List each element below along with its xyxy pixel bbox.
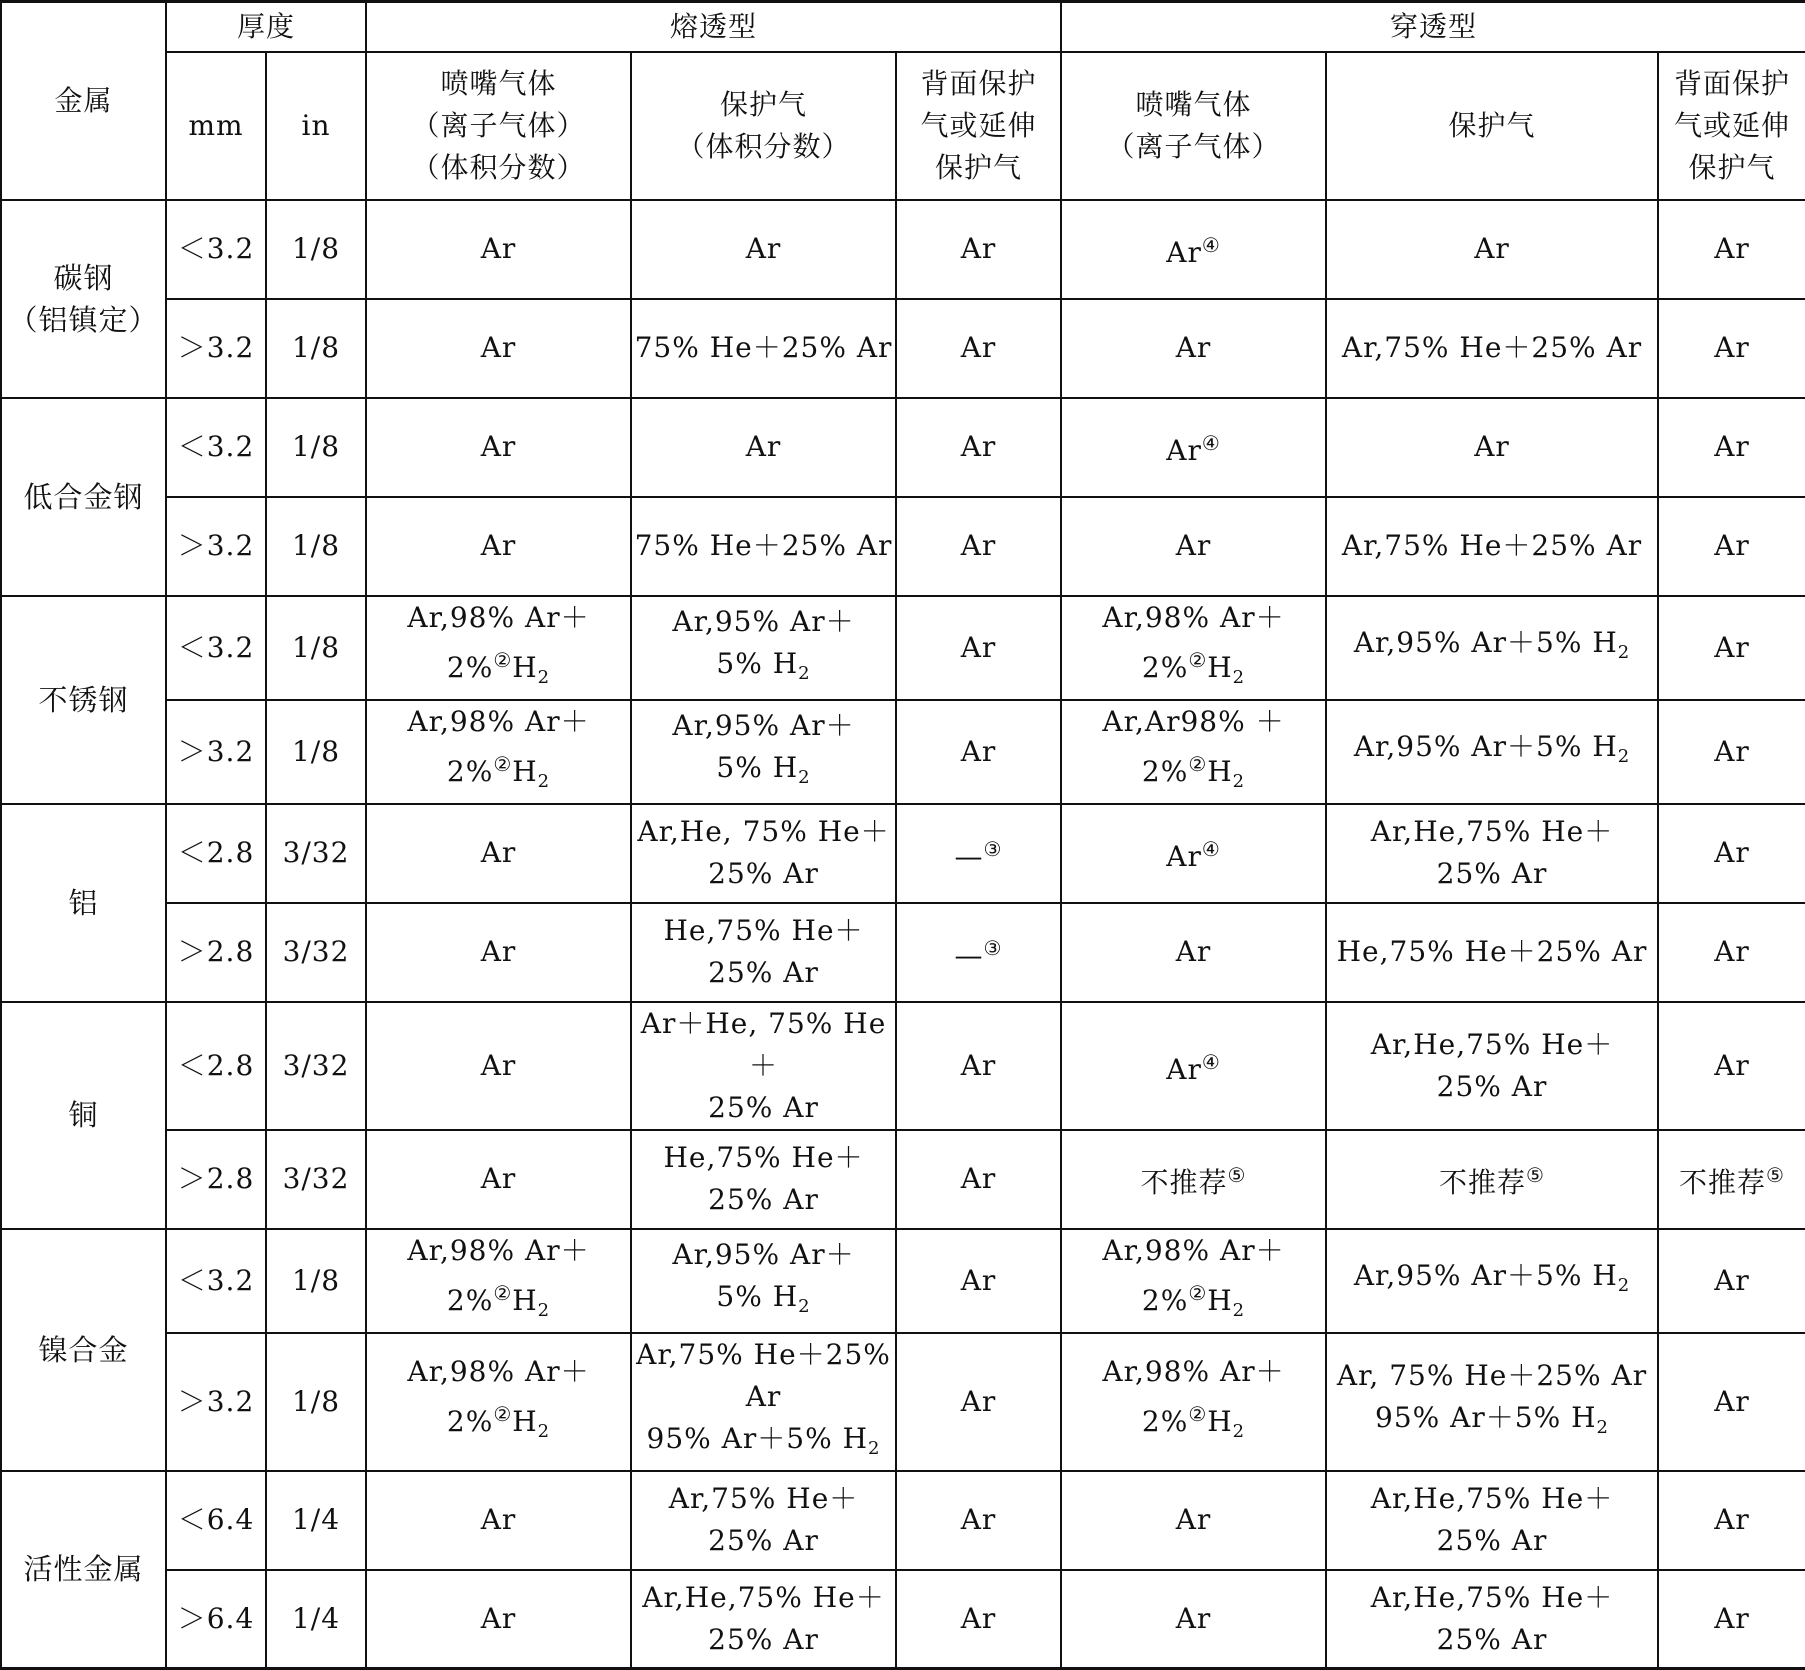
keyhole-nozzle-gas-cell: [1061, 1570, 1326, 1669]
keyhole-back-gas-cell: [1658, 398, 1805, 497]
cell-line: Ar: [960, 1601, 997, 1635]
cell-line: Ar: [1714, 430, 1750, 463]
header-back-gas-keyhole: [1658, 52, 1805, 200]
cell-line: Ar,98% Ar＋: [1102, 600, 1285, 634]
cell-line: （体积分数）: [676, 129, 851, 163]
cell-line: Ar: [480, 430, 517, 463]
cell-line: 25% Ar: [708, 956, 819, 989]
keyhole-back-gas-cell: [1658, 903, 1805, 1002]
header-shield-gas: [631, 52, 896, 200]
thickness-in-cell: 3/32: [266, 903, 366, 1002]
cell-line: He,75% He＋: [663, 1141, 864, 1174]
cell-line: Ar: [1175, 529, 1212, 562]
melt-shield-gas-cell: [631, 1471, 896, 1570]
keyhole-nozzle-gas-cell: [1061, 1229, 1326, 1333]
melt-back-gas-cell: [896, 596, 1061, 700]
cell-line: 95% Ar＋5% $H_2$: [1375, 1400, 1609, 1438]
cell-line: 气或延伸: [1674, 108, 1791, 142]
thickness-in-cell: 1/8: [266, 596, 366, 700]
cell-line: Ar, 75% He＋25% Ar: [1336, 1358, 1648, 1392]
table-row: [1, 700, 1805, 804]
keyhole-back-gas-cell: [1658, 497, 1805, 596]
thickness-mm-cell: ＜3.2: [166, 200, 266, 299]
cell-line: 背面保护: [920, 66, 1037, 100]
cell-line: Ar: [960, 331, 997, 364]
metal-cell: [1, 804, 166, 1002]
cell-line: Ar: [480, 1601, 517, 1635]
melt-shield-gas-cell: [631, 1002, 896, 1130]
table-row: [1, 804, 1805, 903]
melt-back-gas-cell: [896, 1002, 1061, 1130]
cell-line: Ar: [1714, 1048, 1750, 1082]
keyhole-shield-gas-cell: [1326, 398, 1658, 497]
cell-line: $2\%^②H_2$: [1141, 1280, 1246, 1321]
keyhole-shield-gas-cell: [1326, 1002, 1658, 1130]
cell-line: Ar,98% Ar＋: [407, 704, 590, 738]
thickness-in-cell: 1/8: [266, 1333, 366, 1471]
cell-line: 保护气: [720, 87, 808, 121]
cell-line: 25% Ar: [708, 857, 819, 890]
melt-shield-gas-cell: [631, 299, 896, 398]
thickness-in-cell: 3/32: [266, 804, 366, 903]
cell-line: 镍合金: [38, 1332, 129, 1367]
keyhole-shield-gas-cell: [1326, 1130, 1658, 1229]
table-row: [1, 1229, 1805, 1333]
thickness-in-cell: 1/8: [266, 497, 366, 596]
melt-nozzle-gas-cell: [366, 1002, 631, 1130]
thickness-in-cell: 3/32: [266, 1002, 366, 1130]
metal-cell: [1, 1002, 166, 1229]
cell-line: 25% Ar: [1436, 1622, 1548, 1656]
melt-nozzle-gas-cell: [366, 1570, 631, 1669]
cell-line: Ar: [480, 836, 517, 869]
cell-line: Ar: [1175, 1601, 1212, 1635]
cell-line: 75% He＋25% Ar: [634, 529, 893, 562]
cell-line: Ar: [480, 1162, 517, 1195]
keyhole-back-gas-cell: [1658, 299, 1805, 398]
header-in: in: [266, 52, 366, 200]
cell-line: Ar: [480, 232, 517, 265]
table-row: [1, 1333, 1805, 1471]
cell-line: 25% Ar: [708, 1090, 819, 1124]
cell-line: Ar,75% He＋: [668, 1482, 859, 1515]
cell-line: 低合金钢: [23, 479, 144, 514]
header-thickness: 厚度: [166, 2, 366, 52]
keyhole-back-gas-cell: [1658, 200, 1805, 299]
cell-line: Ar,98% Ar＋: [1102, 1233, 1285, 1267]
keyhole-nozzle-gas-cell: [1061, 200, 1326, 299]
thickness-mm-cell: ＞2.8: [166, 1130, 266, 1229]
melt-back-gas-cell: [896, 903, 1061, 1002]
melt-back-gas-cell: [896, 200, 1061, 299]
cell-line: Ar: [1175, 331, 1212, 364]
cell-line: 25% Ar: [1436, 1069, 1548, 1103]
cell-line: Ar,He,75% He＋: [642, 1580, 885, 1614]
cell-line: $2\%^②H_2$: [1141, 751, 1246, 792]
thickness-mm-cell: ＜3.2: [166, 398, 266, 497]
keyhole-shield-gas-cell: [1326, 903, 1658, 1002]
thickness-mm-cell: ＜6.4: [166, 1471, 266, 1570]
keyhole-shield-gas-cell: [1326, 596, 1658, 700]
table-row: [1, 1570, 1805, 1669]
melt-shield-gas-cell: [631, 1229, 896, 1333]
keyhole-nozzle-gas-cell: [1061, 299, 1326, 398]
cell-line: （离子气体）: [411, 108, 586, 142]
header-row-2: [1, 52, 1805, 200]
metal-cell: [1, 398, 166, 596]
cell-line: Ar: [480, 1503, 517, 1536]
cell-line: Ar,95% Ar＋5% $H_2$: [1353, 729, 1631, 767]
cell-line: Ar: [1714, 1263, 1750, 1297]
table-row: [1, 596, 1805, 700]
table-row: [1, 1002, 1805, 1130]
melt-back-gas-cell: [896, 1471, 1061, 1570]
melt-shield-gas-cell: [631, 1570, 896, 1669]
melt-nozzle-gas-cell: [366, 700, 631, 804]
cell-line: Ar: [1175, 1503, 1212, 1536]
thickness-in-cell: 1/8: [266, 398, 366, 497]
cell-line: He,75% He＋: [663, 914, 864, 947]
cell-line: 活性金属: [23, 1552, 144, 1587]
melt-shield-gas-cell: [631, 1130, 896, 1229]
cell-line: Ar: [745, 430, 782, 463]
melt-nozzle-gas-cell: [366, 903, 631, 1002]
cell-line: 25% Ar: [708, 1622, 819, 1656]
cell-line: —③: [954, 837, 1003, 873]
table-row: [1, 497, 1805, 596]
melt-back-gas-cell: [896, 700, 1061, 804]
thickness-in-cell: 1/8: [266, 200, 366, 299]
cell-line: 喷嘴气体: [440, 66, 557, 100]
cell-line: Ar: [1714, 935, 1750, 968]
cell-line: Ar,75% He＋25% Ar: [1341, 529, 1643, 562]
melt-nozzle-gas-cell: [366, 1333, 631, 1471]
cell-line: Ar④: [1166, 431, 1221, 467]
melt-shield-gas-cell: [631, 497, 896, 596]
header-shield-gas-keyhole: 保护气: [1326, 52, 1658, 200]
cell-line: Ar,95% Ar＋5% $H_2$: [1353, 1258, 1631, 1296]
cell-line: Ar: [1714, 630, 1750, 664]
cell-line: Ar,75% He＋25% Ar: [636, 1337, 891, 1413]
thickness-mm-cell: ＞3.2: [166, 299, 266, 398]
cell-line: 不推荐⑤: [1439, 1163, 1545, 1199]
cell-line: Ar,98% Ar＋: [407, 1233, 590, 1267]
cell-line: Ar,He,75% He＋: [1370, 1027, 1614, 1061]
cell-line: Ar: [1175, 935, 1212, 968]
cell-line: Ar: [1714, 1503, 1750, 1536]
melt-shield-gas-cell: [631, 200, 896, 299]
thickness-mm-cell: ＞3.2: [166, 700, 266, 804]
cell-line: Ar: [1474, 430, 1510, 463]
cell-line: Ar,98% Ar＋: [407, 600, 590, 634]
keyhole-back-gas-cell: [1658, 1130, 1805, 1229]
cell-line: 气或延伸: [920, 108, 1037, 142]
keyhole-nozzle-gas-cell: [1061, 700, 1326, 804]
melt-shield-gas-cell: [631, 398, 896, 497]
cell-line: 碳钢: [53, 260, 114, 295]
thickness-mm-cell: ＜2.8: [166, 804, 266, 903]
thickness-mm-cell: ＜2.8: [166, 1002, 266, 1130]
melt-back-gas-cell: [896, 299, 1061, 398]
keyhole-shield-gas-cell: [1326, 1471, 1658, 1570]
cell-line: $2\%^②H_2$: [1141, 1401, 1246, 1442]
melt-back-gas-cell: [896, 497, 1061, 596]
cell-line: 5% $H_2$: [716, 646, 811, 684]
cell-line: Ar: [960, 1048, 997, 1082]
melt-back-gas-cell: [896, 398, 1061, 497]
cell-line: 喷嘴气体: [1135, 87, 1252, 121]
melt-nozzle-gas-cell: [366, 1471, 631, 1570]
keyhole-shield-gas-cell: [1326, 1333, 1658, 1471]
thickness-mm-cell: ＜3.2: [166, 596, 266, 700]
table-row: [1, 903, 1805, 1002]
thickness-mm-cell: ＞6.4: [166, 1570, 266, 1669]
cell-line: Ar: [745, 232, 782, 265]
cell-line: $2\%^②H_2$: [446, 1401, 551, 1442]
cell-line: Ar: [960, 430, 997, 463]
cell-line: 背面保护: [1674, 66, 1791, 100]
cell-line: （离子气体）: [1106, 129, 1281, 163]
cell-line: 铝: [68, 885, 99, 920]
thickness-mm-cell: ＞3.2: [166, 1333, 266, 1471]
cell-line: $2\%^②H_2$: [1141, 647, 1246, 688]
table-row: [1, 299, 1805, 398]
header-metal: 金属: [1, 2, 166, 200]
header-nozzle-gas: [366, 52, 631, 200]
melt-nozzle-gas-cell: [366, 804, 631, 903]
metal-cell: [1, 1471, 166, 1669]
header-mm: mm: [166, 52, 266, 200]
keyhole-back-gas-cell: [1658, 1471, 1805, 1570]
keyhole-nozzle-gas-cell: [1061, 1471, 1326, 1570]
keyhole-back-gas-cell: [1658, 804, 1805, 903]
table-row: [1, 1130, 1805, 1229]
metal-cell: [1, 596, 166, 804]
cell-line: Ar: [1714, 1601, 1750, 1635]
cell-line: 25% Ar: [708, 1524, 819, 1557]
keyhole-back-gas-cell: [1658, 1229, 1805, 1333]
cell-line: Ar,He, 75% He＋: [637, 815, 890, 848]
thickness-in-cell: 1/4: [266, 1570, 366, 1669]
melt-back-gas-cell: [896, 1229, 1061, 1333]
cell-line: He,75% He＋25% Ar: [1336, 935, 1648, 968]
cell-line: Ar④: [1166, 233, 1221, 269]
melt-back-gas-cell: [896, 804, 1061, 903]
cell-line: 5% $H_2$: [716, 1279, 811, 1317]
melt-back-gas-cell: [896, 1333, 1061, 1471]
keyhole-back-gas-cell: [1658, 1570, 1805, 1669]
keyhole-shield-gas-cell: [1326, 1570, 1658, 1669]
cell-line: Ar,Ar98% ＋: [1102, 704, 1285, 738]
keyhole-shield-gas-cell: [1326, 497, 1658, 596]
cell-line: 75% He＋25% Ar: [634, 331, 893, 364]
cell-line: 25% Ar: [1436, 1524, 1548, 1557]
melt-back-gas-cell: [896, 1570, 1061, 1669]
cell-line: Ar: [960, 734, 997, 768]
keyhole-shield-gas-cell: [1326, 1229, 1658, 1333]
melt-nozzle-gas-cell: [366, 497, 631, 596]
cell-line: Ar: [960, 1263, 997, 1297]
metal-cell: [1, 1229, 166, 1471]
cell-line: Ar: [1714, 836, 1750, 869]
cell-line: Ar: [960, 529, 997, 562]
melt-nozzle-gas-cell: [366, 596, 631, 700]
melt-nozzle-gas-cell: [366, 299, 631, 398]
keyhole-nozzle-gas-cell: [1061, 497, 1326, 596]
cell-line: 不推荐⑤: [1140, 1163, 1247, 1199]
cell-line: 铜: [68, 1098, 99, 1132]
cell-line: Ar,He,75% He＋: [1370, 1580, 1614, 1614]
thickness-in-cell: 1/4: [266, 1471, 366, 1570]
cell-line: Ar: [1714, 529, 1750, 562]
header-row-1: [1, 2, 1805, 52]
cell-line: Ar: [960, 1162, 997, 1195]
keyhole-shield-gas-cell: [1326, 200, 1658, 299]
melt-shield-gas-cell: [631, 700, 896, 804]
cell-line: Ar,75% He＋25% Ar: [1341, 331, 1643, 364]
cell-line: Ar,98% Ar＋: [1102, 1354, 1285, 1388]
cell-line: Ar＋He, 75% He＋: [640, 1006, 887, 1082]
keyhole-nozzle-gas-cell: [1061, 1130, 1326, 1229]
thickness-mm-cell: ＞3.2: [166, 497, 266, 596]
keyhole-back-gas-cell: [1658, 596, 1805, 700]
melt-nozzle-gas-cell: [366, 1130, 631, 1229]
cell-line: （铝镇定）: [8, 302, 159, 337]
cell-line: $2\%^②H_2$: [446, 751, 551, 792]
keyhole-shield-gas-cell: [1326, 804, 1658, 903]
table-row: [1, 1471, 1805, 1570]
cell-line: Ar: [480, 331, 517, 364]
thickness-in-cell: 1/8: [266, 700, 366, 804]
cell-line: Ar: [960, 1384, 997, 1418]
cell-line: Ar: [480, 935, 517, 968]
cell-line: Ar④: [1166, 1049, 1221, 1086]
keyhole-shield-gas-cell: [1326, 299, 1658, 398]
cell-line: Ar: [1714, 232, 1750, 265]
cell-line: Ar: [960, 232, 997, 265]
cell-line: Ar,98% Ar＋: [407, 1354, 590, 1388]
cell-line: Ar: [480, 1048, 517, 1082]
melt-nozzle-gas-cell: [366, 398, 631, 497]
keyhole-shield-gas-cell: [1326, 700, 1658, 804]
cell-line: $2\%^②H_2$: [446, 647, 551, 688]
cell-line: Ar: [960, 630, 997, 664]
keyhole-nozzle-gas-cell: [1061, 596, 1326, 700]
melt-shield-gas-cell: [631, 804, 896, 903]
melt-nozzle-gas-cell: [366, 1229, 631, 1333]
thickness-in-cell: 1/8: [266, 1229, 366, 1333]
header-melt-type: 熔透型: [366, 2, 1061, 52]
header-back-gas: [896, 52, 1061, 200]
melt-nozzle-gas-cell: [366, 200, 631, 299]
melt-shield-gas-cell: [631, 903, 896, 1002]
table-row: [1, 200, 1805, 299]
cell-line: 不推荐⑤: [1679, 1163, 1785, 1199]
melt-shield-gas-cell: [631, 596, 896, 700]
cell-line: Ar: [1714, 1384, 1750, 1418]
cell-line: Ar: [1714, 734, 1750, 768]
keyhole-back-gas-cell: [1658, 700, 1805, 804]
cell-line: 保护气: [1688, 150, 1776, 184]
keyhole-nozzle-gas-cell: [1061, 804, 1326, 903]
cell-line: Ar,95% Ar＋: [672, 604, 855, 638]
cell-line: Ar: [480, 529, 517, 562]
thickness-in-cell: 3/32: [266, 1130, 366, 1229]
cell-line: Ar,He,75% He＋: [1370, 815, 1614, 848]
header-keyhole-type: 穿透型: [1061, 2, 1805, 52]
cell-line: Ar,95% Ar＋: [672, 1237, 855, 1271]
cell-line: Ar,95% Ar＋: [672, 708, 855, 742]
cell-line: Ar,95% Ar＋5% $H_2$: [1353, 625, 1631, 663]
cell-line: 95% Ar＋5% $H_2$: [646, 1421, 881, 1459]
thickness-in-cell: 1/8: [266, 299, 366, 398]
keyhole-back-gas-cell: [1658, 1002, 1805, 1130]
melt-back-gas-cell: [896, 1130, 1061, 1229]
metal-cell: [1, 200, 166, 398]
keyhole-nozzle-gas-cell: [1061, 903, 1326, 1002]
keyhole-nozzle-gas-cell: [1061, 1002, 1326, 1130]
cell-line: （体积分数）: [411, 150, 586, 184]
cell-line: 不锈钢: [38, 682, 129, 717]
cell-line: 25% Ar: [1436, 857, 1548, 890]
cell-line: Ar: [1714, 331, 1750, 364]
thickness-mm-cell: ＞2.8: [166, 903, 266, 1002]
header-nozzle-gas-keyhole: [1061, 52, 1326, 200]
table-row: [1, 398, 1805, 497]
cell-line: —③: [954, 936, 1003, 972]
keyhole-back-gas-cell: [1658, 1333, 1805, 1471]
cell-line: Ar,He,75% He＋: [1370, 1482, 1614, 1515]
melt-shield-gas-cell: [631, 1333, 896, 1471]
thickness-mm-cell: ＜3.2: [166, 1229, 266, 1333]
cell-line: 5% $H_2$: [716, 750, 811, 788]
cell-line: 保护气: [935, 150, 1023, 184]
keyhole-nozzle-gas-cell: [1061, 1333, 1326, 1471]
cell-line: Ar: [1474, 232, 1510, 265]
cell-line: Ar④: [1166, 837, 1221, 873]
cell-line: 25% Ar: [708, 1183, 819, 1216]
cell-line: $2\%^②H_2$: [446, 1280, 551, 1321]
keyhole-nozzle-gas-cell: [1061, 398, 1326, 497]
cell-line: Ar: [960, 1503, 997, 1536]
